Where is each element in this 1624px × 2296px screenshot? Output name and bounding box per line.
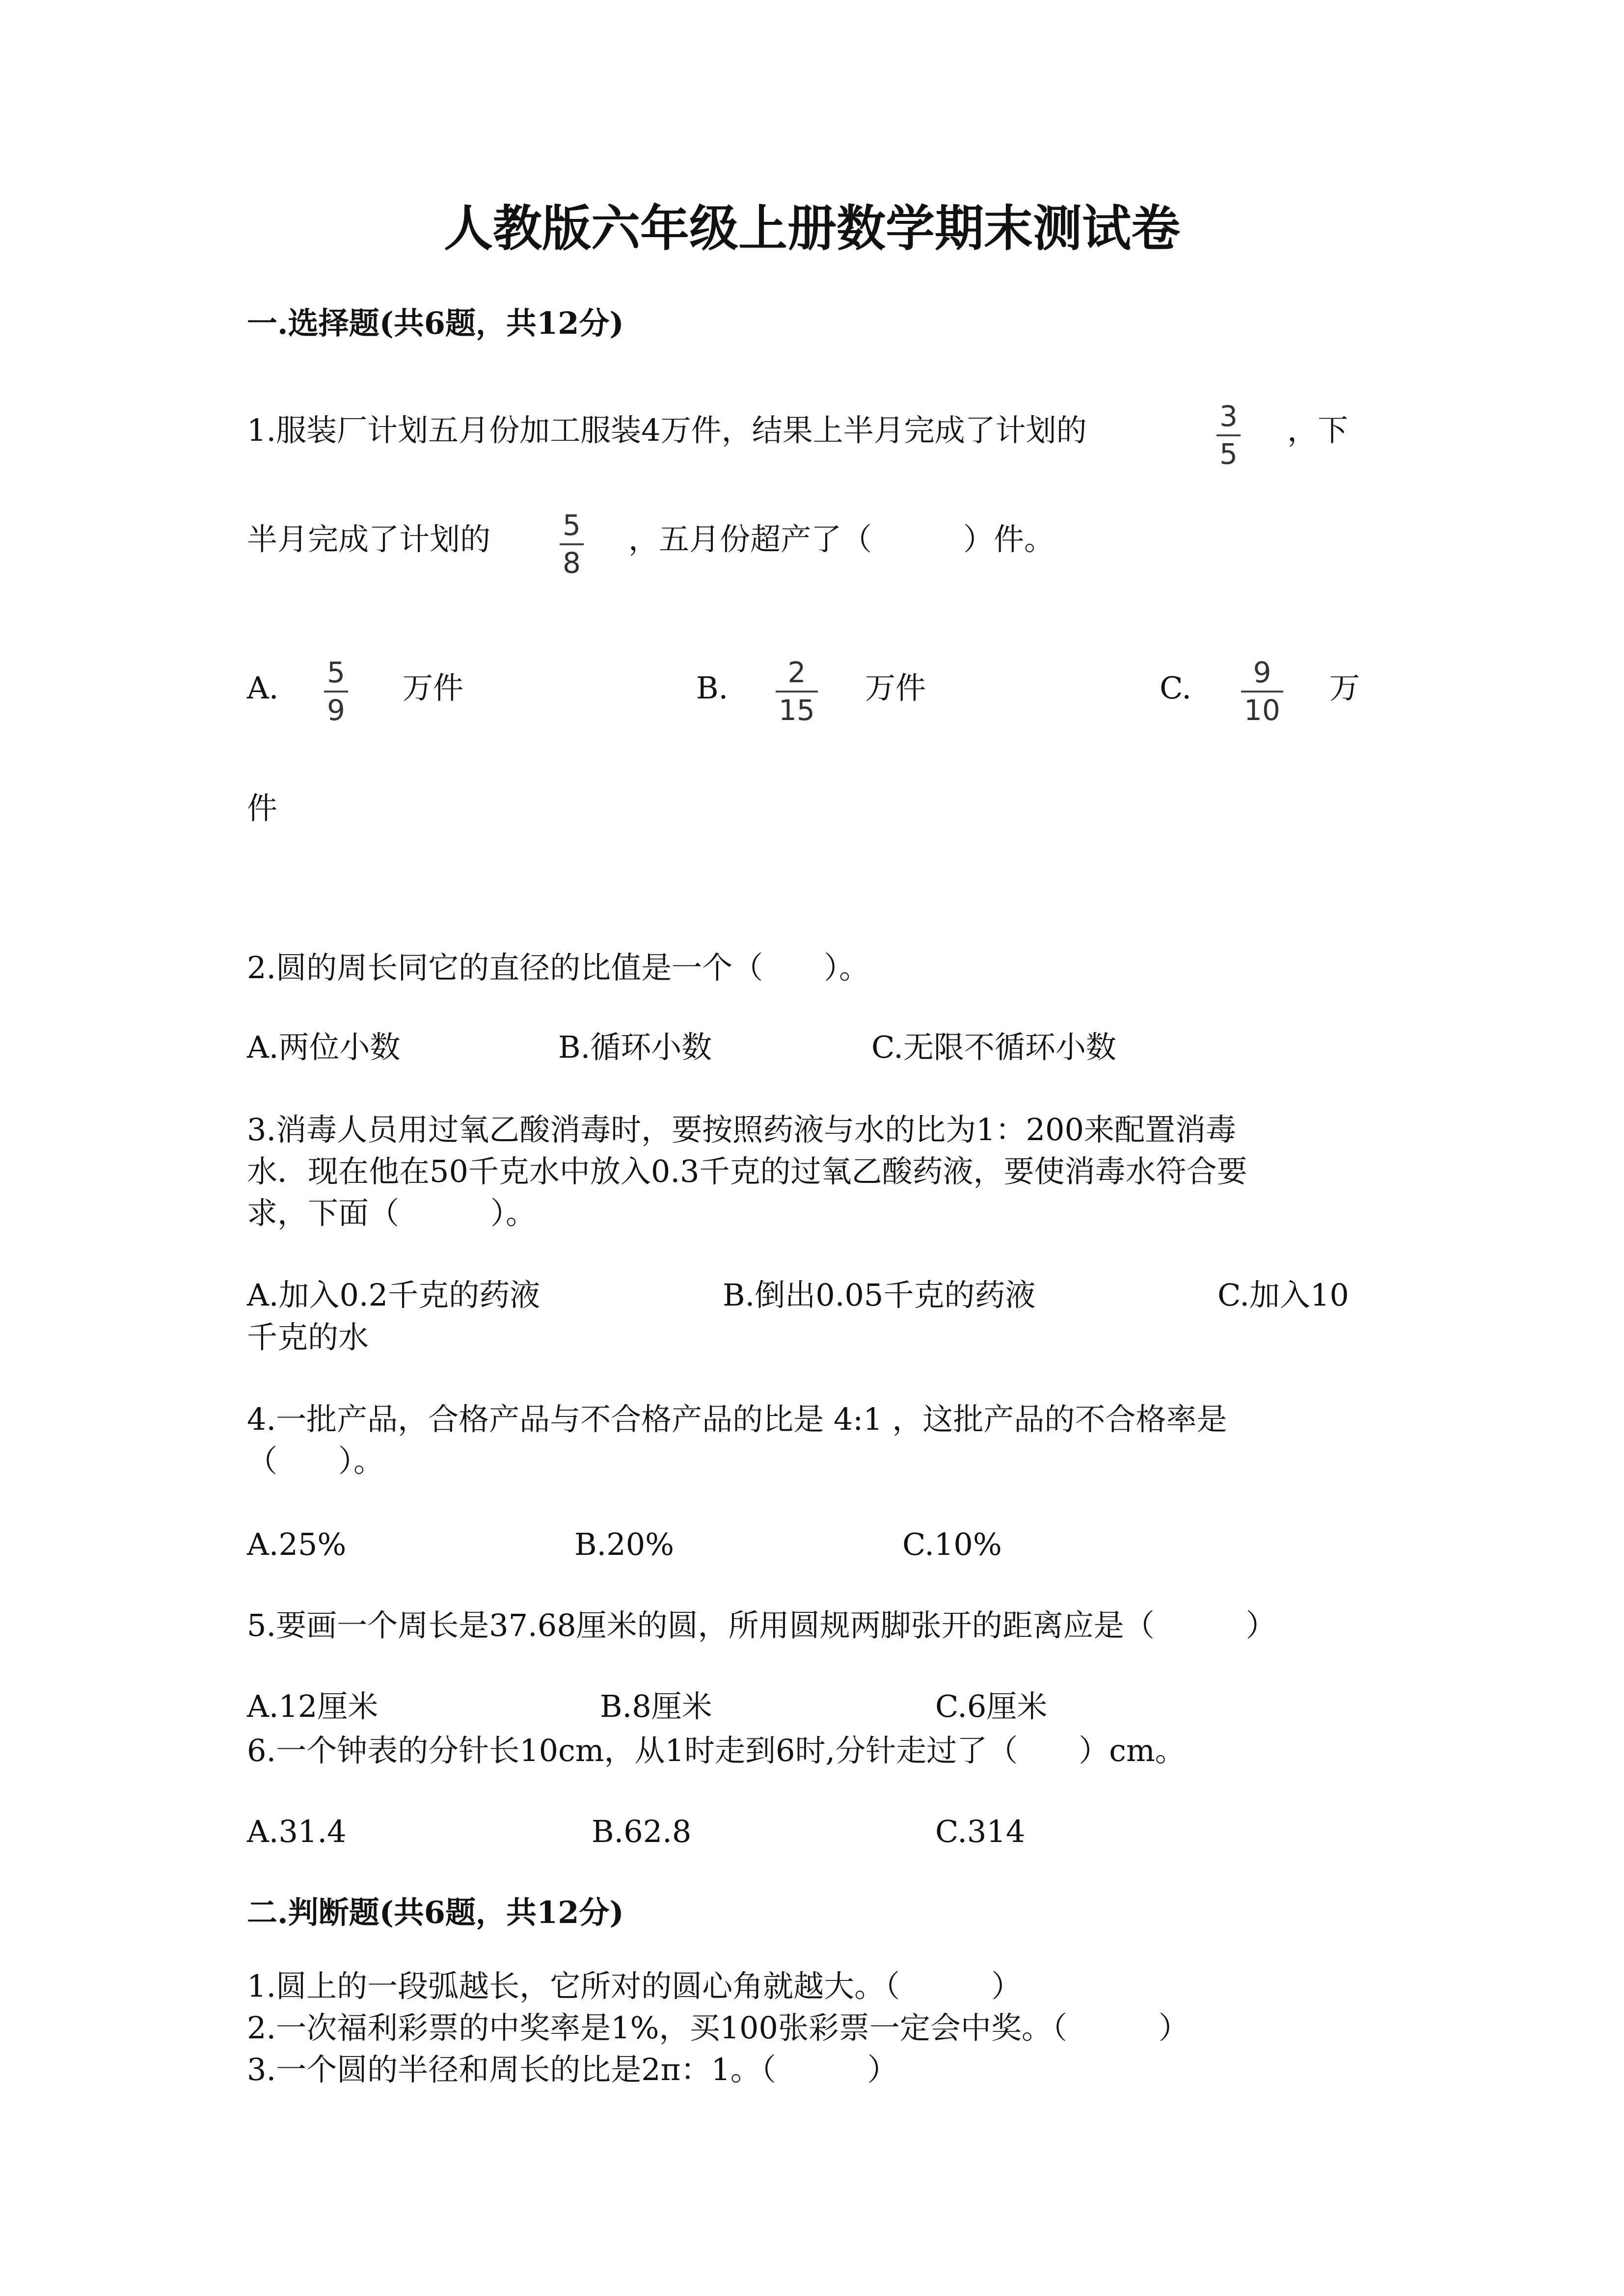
q1-line1: 1.服装厂计划五月份加工服装4万件，结果上半月完成了计划的 [247, 412, 1087, 448]
q4-option-c: C.10% [902, 1526, 1002, 1562]
fraction-denominator: 5 [1219, 437, 1238, 471]
q1-fraction-3-5 [1217, 401, 1241, 469]
q1-option-c-label: C. [1160, 670, 1191, 706]
q1-option-c-unit-wrap: 件 [247, 790, 278, 826]
q1-option-c-unit: 万 [1329, 670, 1360, 706]
judgment-item-2: 2.一次福利彩票的中奖率是1%，买100张彩票一定会中奖。（ ） [247, 2010, 1189, 2046]
q4-line2: （ ）。 [247, 1443, 384, 1479]
q5-stem: 5.要画一个周长是37.68厘米的圆，所用圆规两脚张开的距离应是（ ） [247, 1607, 1276, 1643]
section-heading-choice: 一.选择题(共6题，共12分) [247, 305, 624, 341]
fraction-denominator: 9 [327, 693, 345, 727]
fraction-numerator: 5 [327, 656, 345, 689]
fraction-numerator: 2 [787, 656, 806, 689]
q3-option-b: B.倒出0.05千克的药液 [723, 1277, 1036, 1313]
q3-option-a: A.加入0.2千克的药液 [247, 1277, 541, 1313]
section-heading-judgment: 二.判断题(共6题，共12分) [247, 1895, 624, 1930]
fraction-bar [560, 543, 584, 545]
fraction-bar [1217, 434, 1241, 436]
q2-option-c: C.无限不循环小数 [871, 1029, 1116, 1065]
q3-line2: 水．现在他在50千克水中放入0.3千克的过氧乙酸药液，要使消毒水符合要 [247, 1153, 1247, 1189]
judgment-item-3: 3.一个圆的半径和周长的比是2π：1。（ ） [247, 2052, 898, 2087]
fraction-numerator: 5 [563, 508, 581, 542]
q4-line1: 4.一批产品，合格产品与不合格产品的比是 4:1 ，这批产品的不合格率是 [247, 1401, 1227, 1437]
q4-option-b: B.20% [574, 1526, 675, 1562]
fraction-numerator: 9 [1253, 656, 1272, 689]
q3-line3: 求，下面（ ）。 [247, 1195, 537, 1231]
fraction-bar [1241, 691, 1283, 693]
fraction-bar [776, 691, 818, 693]
q3-option-c: C.加入10 [1218, 1277, 1349, 1313]
fraction-numerator: 3 [1219, 400, 1238, 433]
q1-option-b-label: B. [696, 670, 729, 706]
q6-option-a: A.31.4 [247, 1814, 347, 1849]
page-title: 人教版六年级上册数学期末测试卷 [444, 199, 1180, 257]
q1-option-c-fraction [1241, 658, 1283, 725]
q3-option-c-wrap: 千克的水 [247, 1319, 369, 1355]
q6-option-b: B.62.8 [592, 1814, 692, 1849]
q1-option-a-label: A. [247, 670, 279, 706]
judgment-item-1: 1.圆上的一段弧越长，它所对的圆心角就越大。（ ） [247, 1968, 1022, 2004]
q4-option-a: A.25% [247, 1526, 347, 1562]
q5-option-b: B.8厘米 [600, 1688, 712, 1724]
q6-option-c: C.314 [935, 1814, 1026, 1849]
q2-option-b: B.循环小数 [558, 1029, 712, 1065]
q2-stem: 2.圆的周长同它的直径的比值是一个（ ）。 [247, 950, 870, 986]
fraction-denominator: 8 [563, 546, 581, 580]
q1-fraction-5-8 [560, 510, 584, 578]
q5-option-a: A.12厘米 [247, 1688, 379, 1724]
q2-option-a: A.两位小数 [247, 1029, 401, 1065]
q1-option-a-fraction [324, 658, 348, 725]
q6-stem: 6.一个钟表的分针长10cm，从1时走到6时,分针走过了（ ）cm。 [247, 1733, 1186, 1768]
q1-line2-tail: ，五月份超产了（ ）件。 [628, 521, 1055, 557]
fraction-denominator: 10 [1244, 693, 1280, 727]
q1-option-b-unit: 万件 [865, 670, 926, 706]
fraction-denominator: 15 [779, 693, 815, 727]
q3-line1: 3.消毒人员用过氧乙酸消毒时，要按照药液与水的比为1：200来配置消毒 [247, 1112, 1236, 1148]
q1-line1-tail: ，下 [1287, 412, 1349, 448]
q1-option-b-fraction [776, 658, 818, 725]
q1-line2: 半月完成了计划的 [247, 521, 491, 557]
q5-option-c: C.6厘米 [935, 1688, 1048, 1724]
q1-option-a-unit: 万件 [403, 670, 464, 706]
fraction-bar [324, 691, 348, 693]
